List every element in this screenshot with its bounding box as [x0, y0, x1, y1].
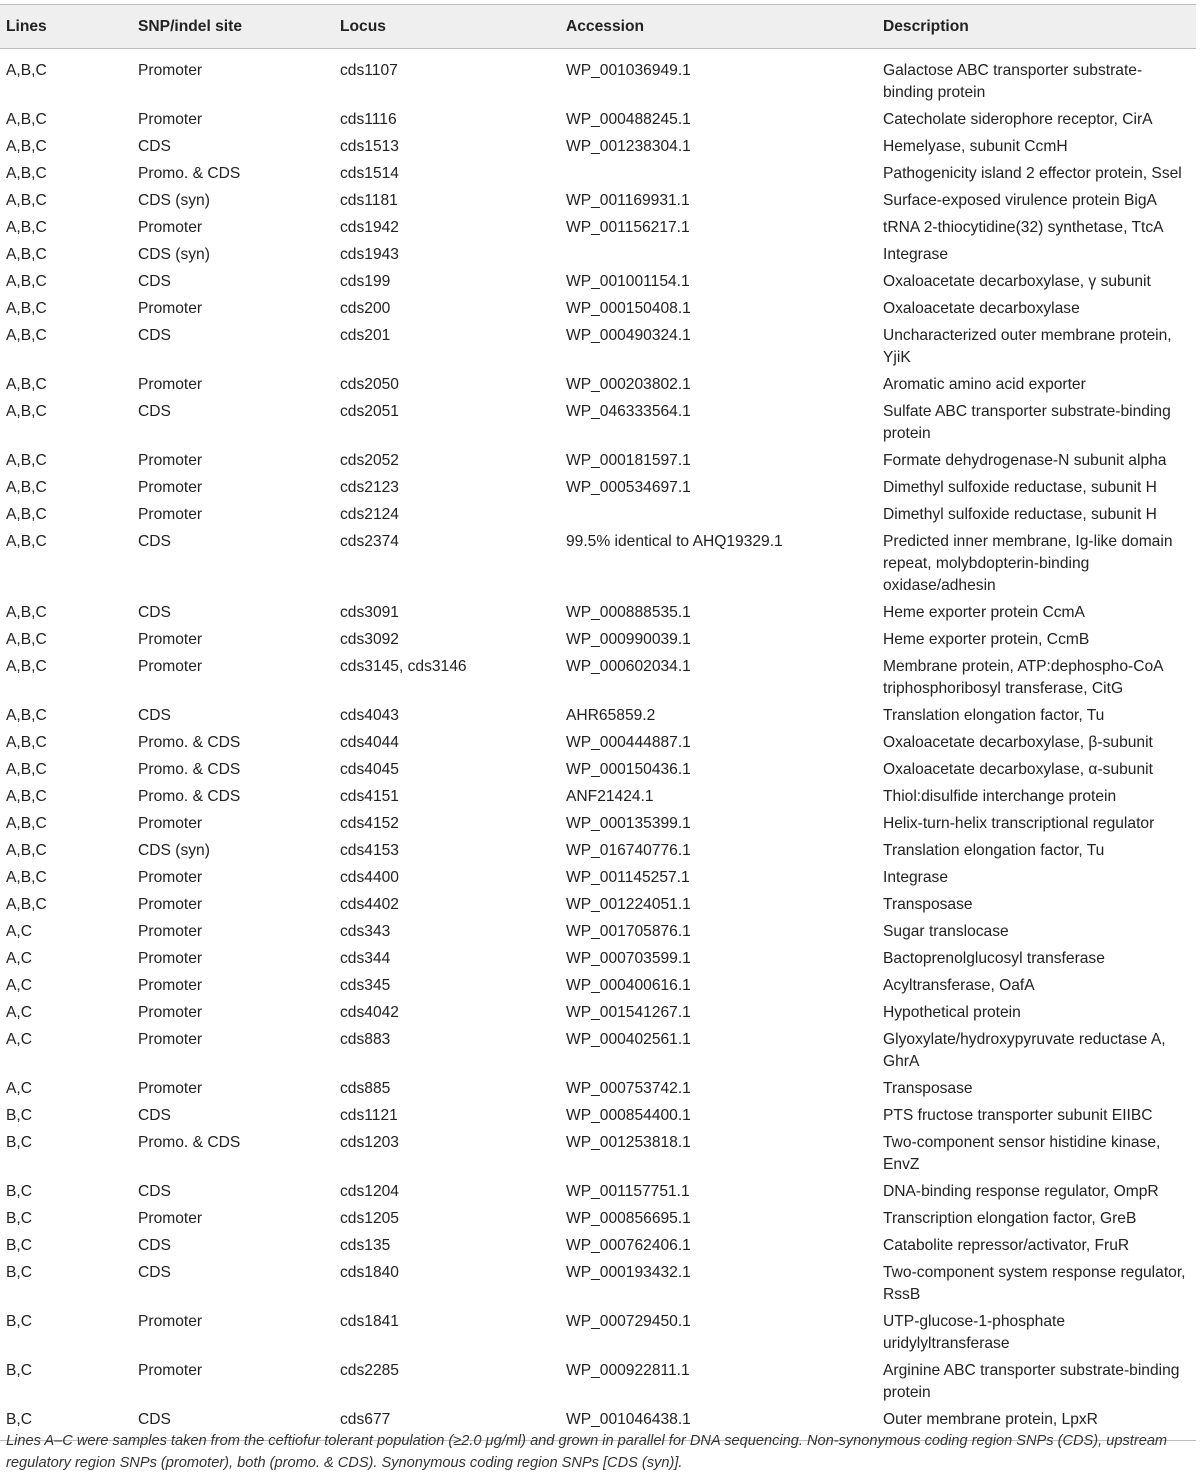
cell-snp-site: Promoter — [138, 376, 203, 393]
header-lines: Lines — [0, 5, 132, 49]
table-header — [0, 5, 1196, 49]
cell-lines: A,B,C — [6, 761, 47, 778]
cell-locus: cds1205 — [340, 1210, 399, 1227]
cell-locus: cds885 — [340, 1080, 391, 1097]
cell-locus: cds4045 — [340, 761, 399, 778]
cell-snp-site: Promoter — [138, 896, 203, 913]
cell-accession: WP_000135399.1 — [566, 815, 691, 832]
cell-description: Arginine ABC transporter substrate-binding protein — [883, 1362, 1180, 1401]
cell-accession: WP_000854400.1 — [566, 1107, 691, 1124]
cell-accession: WP_016740776.1 — [566, 842, 691, 859]
cell-snp-site: CDS — [138, 1183, 171, 1200]
table-row — [0, 840, 1196, 867]
cell-lines: B,C — [6, 1362, 32, 1379]
cell-accession: WP_000203802.1 — [566, 376, 691, 393]
table-row — [0, 1132, 1196, 1181]
cell-lines: A,B,C — [6, 62, 47, 79]
table-row — [0, 1029, 1196, 1078]
cell-lines: A,C — [6, 1004, 32, 1021]
cell-lines: B,C — [6, 1313, 32, 1330]
cell-lines: B,C — [6, 1107, 32, 1124]
cell-snp-site: Promoter — [138, 1210, 203, 1227]
cell-description: Membrane protein, ATP:dephospho-CoA triphosphoribosyl transferase, CitG — [883, 658, 1163, 697]
cell-snp-site: Promo. & CDS — [138, 1134, 241, 1151]
cell-locus: cds3145, cds3146 — [340, 658, 467, 675]
cell-description: Formate dehydrogenase-N subunit alpha — [883, 452, 1167, 469]
cell-snp-site: Promoter — [138, 658, 203, 675]
cell-description: Sulfate ABC transporter substrate-binding protein — [883, 403, 1171, 442]
cell-snp-site: CDS — [132, 1409, 334, 1441]
cell-snp-site: Promoter — [138, 1080, 203, 1097]
table-row — [0, 49, 1196, 110]
table-row — [0, 450, 1196, 477]
cell-lines: A,B,C — [6, 300, 47, 317]
table-row — [0, 813, 1196, 840]
cell-lines: A,C — [6, 1080, 32, 1097]
cell-accession: WP_000703599.1 — [566, 950, 691, 967]
cell-lines: B,C — [6, 1210, 32, 1227]
cell-lines: A,B,C — [6, 165, 47, 182]
table-row — [0, 656, 1196, 705]
cell-description: Sugar translocase — [883, 923, 1009, 940]
cell-locus: cds1513 — [340, 138, 399, 155]
cell-description: Catabolite repressor/activator, FruR — [883, 1237, 1130, 1254]
cell-description: Dimethyl sulfoxide reductase, subunit H — [883, 506, 1157, 523]
cell-accession: AHR65859.2 — [566, 707, 656, 724]
cell-snp-site: CDS — [138, 273, 171, 290]
cell-lines: A,B,C — [6, 138, 47, 155]
cell-snp-site: Promoter — [138, 219, 203, 236]
cell-locus: cds1514 — [340, 165, 399, 182]
table-row — [0, 531, 1196, 602]
cell-lines: A,B,C — [6, 327, 47, 344]
table-row — [0, 190, 1196, 217]
cell-locus: cds4042 — [340, 1004, 399, 1021]
cell-description: Two-component sensor histidine kinase, EnvZ — [883, 1134, 1161, 1173]
cell-description: tRNA 2-thiocytidine(32) synthetase, TtcA — [883, 219, 1164, 236]
cell-snp-site: Promoter — [138, 452, 203, 469]
cell-lines: A,B,C — [6, 403, 47, 420]
table-body — [0, 49, 1196, 1441]
table-row — [0, 732, 1196, 759]
cell-locus: cds199 — [340, 273, 391, 290]
cell-description: Oxaloacetate decarboxylase, β-subunit — [883, 734, 1153, 751]
table-row — [0, 109, 1196, 136]
cell-snp-site: CDS — [138, 1237, 171, 1254]
cell-snp-site: Promoter — [138, 950, 203, 967]
cell-lines: B,C — [0, 1409, 132, 1441]
cell-lines: A,B,C — [6, 604, 47, 621]
cell-description: Hypothetical protein — [883, 1004, 1021, 1021]
table-row — [0, 1181, 1196, 1208]
cell-locus: cds4153 — [340, 842, 399, 859]
table-row — [0, 705, 1196, 732]
cell-snp-site: Promoter — [138, 631, 203, 648]
cell-locus: cds2123 — [340, 479, 399, 496]
cell-snp-site: Promoter — [138, 300, 203, 317]
cell-lines: A,B,C — [6, 452, 47, 469]
cell-lines: A,B,C — [6, 479, 47, 496]
header-description: Description — [877, 5, 1196, 49]
cell-lines: B,C — [6, 1264, 32, 1281]
cell-snp-site: CDS — [138, 533, 171, 550]
cell-accession — [560, 163, 877, 190]
cell-description: Transcription elongation factor, GreB — [883, 1210, 1137, 1227]
cell-accession — [560, 244, 877, 271]
table-row — [0, 1002, 1196, 1029]
cell-description: Catecholate siderophore receptor, CirA — [883, 111, 1153, 128]
cell-description: Transposase — [883, 896, 973, 913]
cell-lines: A,C — [6, 923, 32, 940]
cell-locus: cds883 — [340, 1031, 391, 1048]
cell-snp-site: CDS (syn) — [138, 192, 210, 209]
cell-accession: WP_000856695.1 — [566, 1210, 691, 1227]
cell-locus: cds200 — [340, 300, 391, 317]
table-row — [0, 759, 1196, 786]
cell-lines: A,B,C — [6, 192, 47, 209]
header-row — [0, 5, 1196, 49]
cell-lines: A,C — [6, 1031, 32, 1048]
cell-locus: cds4151 — [340, 788, 399, 805]
cell-accession: WP_001001154.1 — [566, 273, 690, 290]
table-row — [0, 1360, 1196, 1409]
cell-description: Integrase — [883, 246, 949, 263]
cell-accession — [560, 504, 877, 531]
cell-snp-site: CDS — [138, 1107, 171, 1124]
cell-accession: WP_001169931.1 — [566, 192, 690, 209]
cell-lines: A,B,C — [6, 376, 47, 393]
cell-snp-site: Promoter — [138, 815, 203, 832]
cell-locus: cds1204 — [340, 1183, 399, 1200]
cell-lines: A,B,C — [6, 506, 47, 523]
cell-snp-site: Promoter — [138, 1362, 203, 1379]
cell-description: Heme exporter protein, CcmB — [883, 631, 1090, 648]
cell-locus: cds1121 — [340, 1107, 398, 1124]
snp-table — [0, 4, 1196, 1441]
table-row — [0, 217, 1196, 244]
cell-snp-site: Promoter — [138, 869, 203, 886]
table-row — [0, 1311, 1196, 1360]
table-row — [0, 602, 1196, 629]
cell-snp-site: Promo. & CDS — [138, 734, 241, 751]
table-row — [0, 786, 1196, 813]
table-row — [0, 298, 1196, 325]
cell-locus: cds2124 — [340, 506, 399, 523]
cell-description: Oxaloacetate decarboxylase — [883, 300, 1080, 317]
table-row — [0, 325, 1196, 374]
cell-locus: cds1841 — [340, 1313, 399, 1330]
cell-lines: A,B,C — [6, 658, 47, 675]
cell-accession: WP_000922811.1 — [566, 1362, 690, 1379]
cell-accession: WP_001046438.1 — [560, 1409, 877, 1441]
table-row — [0, 1078, 1196, 1105]
cell-locus: cds2285 — [340, 1362, 399, 1379]
cell-lines: A,C — [6, 977, 32, 994]
cell-lines: A,B,C — [6, 788, 47, 805]
cell-description: UTP-glucose-1-phosphate uridylyltransferase — [883, 1313, 1066, 1352]
cell-snp-site: CDS — [138, 707, 171, 724]
cell-accession: WP_000753742.1 — [566, 1080, 691, 1097]
cell-accession: 99.5% identical to AHQ19329.1 — [566, 533, 783, 550]
cell-description: Translation elongation factor, Tu — [883, 707, 1105, 724]
cell-lines: A,B,C — [6, 734, 47, 751]
cell-snp-site: CDS — [138, 138, 171, 155]
cell-accession: ANF21424.1 — [566, 788, 654, 805]
cell-snp-site: CDS (syn) — [138, 842, 210, 859]
cell-description: Pathogenicity island 2 effector protein, Ssel — [883, 165, 1182, 182]
cell-snp-site: CDS (syn) — [138, 246, 210, 263]
cell-snp-site: Promoter — [138, 1031, 203, 1048]
cell-accession: WP_000488245.1 — [566, 111, 691, 128]
cell-description: Outer membrane protein, LpxR — [877, 1409, 1196, 1441]
cell-lines: A,B,C — [6, 246, 47, 263]
cell-locus: cds135 — [340, 1237, 391, 1254]
table-row — [0, 921, 1196, 948]
cell-description: Thiol:disulfide interchange protein — [883, 788, 1117, 805]
cell-snp-site: Promoter — [138, 111, 203, 128]
cell-snp-site: Promo. & CDS — [138, 788, 241, 805]
cell-locus: cds1116 — [340, 111, 397, 128]
cell-locus: cds677 — [334, 1409, 560, 1441]
cell-locus: cds2051 — [340, 403, 399, 420]
cell-lines: B,C — [6, 1134, 32, 1151]
table-row — [0, 867, 1196, 894]
cell-description: Glyoxylate/hydroxypyruvate reductase A, GhrA — [883, 1031, 1166, 1070]
cell-lines: A,B,C — [6, 815, 47, 832]
cell-description: Bactoprenolglucosyl transferase — [883, 950, 1105, 967]
cell-description: Galactose ABC transporter substrate-binding protein — [883, 62, 1143, 101]
cell-lines: A,B,C — [6, 842, 47, 859]
cell-description: DNA-binding response regulator, OmpR — [883, 1183, 1159, 1200]
cell-accession: WP_000990039.1 — [566, 631, 691, 648]
table-row — [0, 504, 1196, 531]
table-row — [0, 163, 1196, 190]
cell-locus: cds4402 — [340, 896, 399, 913]
cell-locus: cds1942 — [340, 219, 399, 236]
cell-description: Transposase — [883, 1080, 973, 1097]
cell-description: Predicted inner membrane, Ig-like domain repeat, molybdopterin-binding oxidase/adhesin — [883, 533, 1173, 594]
cell-locus: cds2052 — [340, 452, 399, 469]
cell-locus: cds3091 — [340, 604, 399, 621]
table-row — [0, 401, 1196, 450]
cell-locus: cds1840 — [340, 1264, 399, 1281]
cell-lines: A,B,C — [6, 219, 47, 236]
cell-accession: WP_046333564.1 — [566, 403, 691, 420]
cell-accession: WP_000602034.1 — [566, 658, 691, 675]
cell-snp-site: CDS — [138, 403, 171, 420]
table-row — [0, 894, 1196, 921]
cell-snp-site: Promoter — [138, 923, 203, 940]
cell-snp-site: Promo. & CDS — [138, 165, 241, 182]
cell-description: Heme exporter protein CcmA — [883, 604, 1085, 621]
cell-accession: WP_000444887.1 — [566, 734, 691, 751]
cell-description: Helix-turn-helix transcriptional regulator — [883, 815, 1155, 832]
cell-accession: WP_001238304.1 — [566, 138, 691, 155]
cell-accession: WP_000490324.1 — [566, 327, 691, 344]
cell-locus: cds201 — [340, 327, 391, 344]
cell-snp-site: CDS — [138, 327, 171, 344]
cell-accession: WP_001156217.1 — [566, 219, 690, 236]
cell-accession: WP_000729450.1 — [566, 1313, 691, 1330]
cell-description: Integrase — [883, 869, 949, 886]
cell-accession: WP_001253818.1 — [566, 1134, 691, 1151]
cell-locus: cds3092 — [340, 631, 399, 648]
cell-description: Oxaloacetate decarboxylase, α-subunit — [883, 761, 1153, 778]
cell-lines: A,B,C — [6, 631, 47, 648]
cell-lines: A,B,C — [6, 896, 47, 913]
cell-description: Uncharacterized outer membrane protein, YjiK — [883, 327, 1172, 366]
cell-snp-site: CDS — [138, 604, 171, 621]
cell-accession: WP_000402561.1 — [566, 1031, 691, 1048]
table-row — [0, 975, 1196, 1002]
cell-locus: cds4044 — [340, 734, 399, 751]
cell-accession: WP_001541267.1 — [566, 1004, 691, 1021]
cell-locus: cds345 — [340, 977, 391, 994]
cell-accession: WP_001157751.1 — [566, 1183, 690, 1200]
cell-accession: WP_000888535.1 — [566, 604, 691, 621]
cell-locus: cds2050 — [340, 376, 399, 393]
cell-accession: WP_000193432.1 — [566, 1264, 691, 1281]
cell-description: Aromatic amino acid exporter — [883, 376, 1086, 393]
table-row — [0, 1235, 1196, 1262]
cell-accession: WP_000762406.1 — [566, 1237, 691, 1254]
cell-locus: cds4043 — [340, 707, 399, 724]
table-row — [0, 244, 1196, 271]
cell-lines: B,C — [6, 1183, 32, 1200]
table-row — [0, 136, 1196, 163]
cell-snp-site: Promoter — [138, 977, 203, 994]
cell-locus: cds4152 — [340, 815, 399, 832]
cell-lines: A,B,C — [6, 273, 47, 290]
cell-lines: B,C — [6, 1237, 32, 1254]
cell-description: Dimethyl sulfoxide reductase, subunit H — [883, 479, 1157, 496]
cell-lines: A,B,C — [6, 869, 47, 886]
cell-accession: WP_001145257.1 — [566, 869, 690, 886]
cell-description: Hemelyase, subunit CcmH — [883, 138, 1068, 155]
cell-snp-site: Promoter — [138, 62, 203, 79]
cell-description: Two-component system response regulator, RssB — [883, 1264, 1186, 1303]
cell-locus: cds344 — [340, 950, 391, 967]
cell-locus: cds343 — [340, 923, 391, 940]
cell-snp-site: Promoter — [138, 1313, 203, 1330]
cell-locus: cds1181 — [340, 192, 398, 209]
cell-snp-site: Promo. & CDS — [138, 761, 241, 778]
cell-locus: cds2374 — [340, 533, 399, 550]
cell-lines: A,B,C — [6, 533, 47, 550]
table-row — [0, 374, 1196, 401]
header-locus: Locus — [334, 5, 560, 49]
cell-description: Surface-exposed virulence protein BigA — [883, 192, 1157, 209]
cell-accession: WP_000150408.1 — [566, 300, 691, 317]
table-row — [0, 271, 1196, 298]
header-accession: Accession — [560, 5, 877, 49]
cell-accession: WP_001705876.1 — [566, 923, 691, 940]
cell-accession: WP_000400616.1 — [566, 977, 691, 994]
cell-locus: cds1943 — [340, 246, 399, 263]
table-row — [0, 1105, 1196, 1132]
cell-lines: A,B,C — [6, 111, 47, 128]
cell-snp-site: Promoter — [138, 1004, 203, 1021]
cell-locus: cds1107 — [340, 62, 398, 79]
cell-lines: A,B,C — [6, 707, 47, 724]
table-row — [0, 1208, 1196, 1235]
cell-snp-site: Promoter — [138, 479, 203, 496]
cell-description: Oxaloacetate decarboxylase, γ subunit — [883, 273, 1151, 290]
cell-accession: WP_000150436.1 — [566, 761, 691, 778]
cell-locus: cds4400 — [340, 869, 399, 886]
cell-accession: WP_000534697.1 — [566, 479, 691, 496]
cell-lines: A,C — [6, 950, 32, 967]
header-snp-indel-site: SNP/indel site — [132, 5, 334, 49]
cell-description: Translation elongation factor, Tu — [883, 842, 1105, 859]
table-row — [0, 477, 1196, 504]
table-row — [0, 948, 1196, 975]
cell-snp-site: Promoter — [138, 506, 203, 523]
table-footnote: Lines A–C were samples taken from the ceftiofur tolerant population (≥2.0 μg/ml) and grown in parallel for DNA sequencing. Non-synonymous coding region SNPs (CDS), upstream regulatory region SNPs (promoter), both (promo. & CDS). Synonymous coding region SNPs [CDS (syn)]. — [6, 1433, 1168, 1471]
cell-description: PTS fructose transporter subunit EIIBC — [883, 1107, 1153, 1124]
table-row — [0, 1262, 1196, 1311]
cell-snp-site: CDS — [138, 1264, 171, 1281]
cell-description: Acyltransferase, OafA — [883, 977, 1035, 994]
cell-locus: cds1203 — [340, 1134, 399, 1151]
cell-accession: WP_001036949.1 — [566, 62, 691, 79]
cell-accession: WP_000181597.1 — [566, 452, 691, 469]
cell-accession: WP_001224051.1 — [566, 896, 691, 913]
table-row — [0, 629, 1196, 656]
